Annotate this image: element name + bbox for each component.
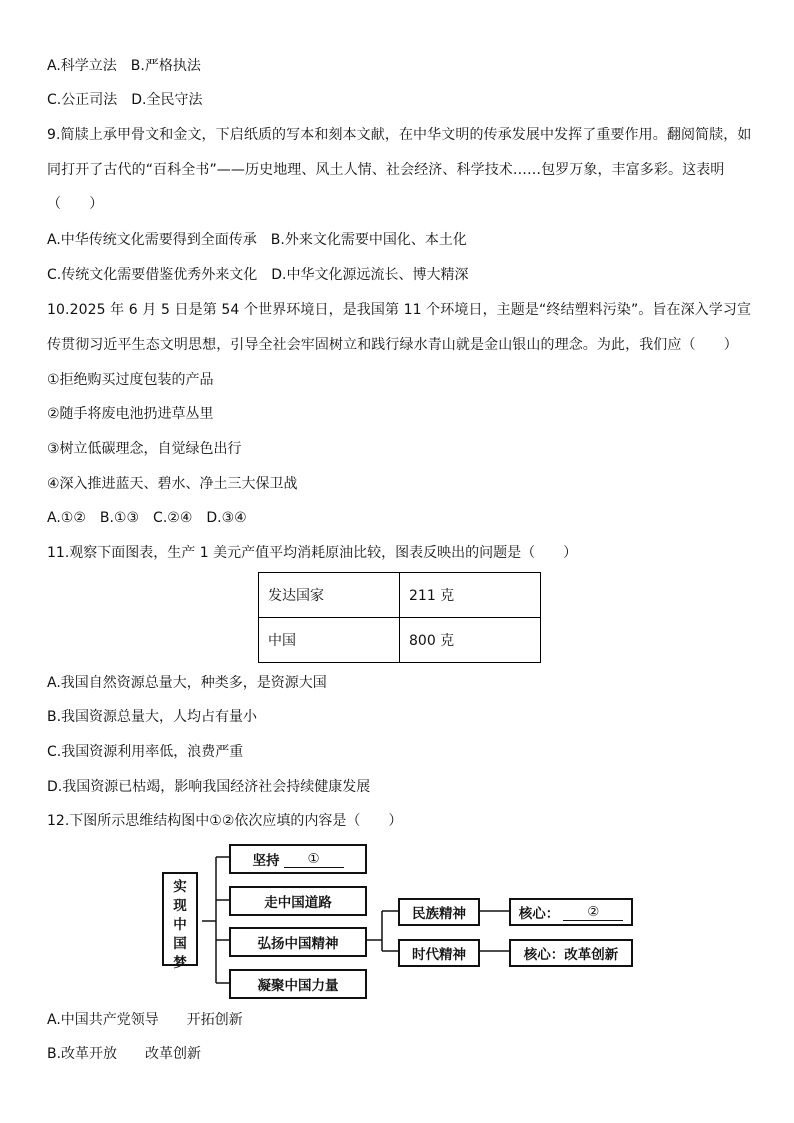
q9-option-cd: C.传统文化需要借鉴优秀外来文化 D.中华文化源远流长、博大精深 [47, 267, 469, 283]
q8-option-cd: C.公正司法 D.全民守法 [47, 92, 203, 108]
q11-oil-table [258, 572, 541, 663]
q12-option-a: A.中国共产党领导 开拓创新 [47, 1012, 243, 1028]
node-era-spirit-label: 时代精神 [412, 947, 466, 963]
node-national-spirit [398, 898, 480, 926]
branch-uphold [229, 844, 367, 874]
node-era-spirit [398, 939, 480, 967]
blank-2: ② [563, 904, 623, 921]
branch-chinese-spirit-label: 弘扬中国精神 [257, 936, 339, 952]
node-national-spirit-label: 民族精神 [412, 906, 466, 922]
node-core-prefix: 核心： [518, 906, 560, 922]
q10-stem: 10.2025 年 6 月 5 日是第 54 个世界环境日，是我国第 11 个环境日，主题是“终结塑料污染”。旨在深入学习宣传贯彻习近平生态文明思想，引导全社会牢固树立和践行绿水青山就是金山银山的理念。为此，我们应（ ） [47, 302, 752, 353]
table-cell: 中国 [259, 618, 400, 663]
q12-stem: 12.下图所示思维结构图中①②依次应填的内容是（ ） [47, 813, 403, 829]
q10-item-2: ②随手将废电池扔进草丛里 [47, 406, 214, 422]
table-cell: 800 克 [400, 618, 541, 663]
node-core-blank [509, 898, 633, 926]
q10-item-3: ③树立低碳理念，自觉绿色出行 [47, 441, 242, 457]
q9-stem: 9.简牍上承甲骨文和金文，下启纸质的写本和刻本文献，在中华文明的传承发展中发挥了重要作用。翻阅简牍，如同打开了古代的“百科全书”——历史地理、风土人情、社会经济、科学技术……包罗万象，丰富多彩。这表明（ ） [47, 127, 752, 212]
table-row [259, 618, 541, 663]
table-row [259, 573, 541, 618]
q10-options: A.①② B.①③ C.②④ D.③④ [47, 510, 247, 526]
blank-1: ① [284, 851, 344, 868]
node-core-reform-label: 核心：改革创新 [523, 947, 619, 963]
branch-chinese-strength-label: 凝聚中国力量 [257, 978, 339, 994]
q11-option-d: D.我国资源已枯竭，影响我国经济社会持续健康发展 [47, 779, 371, 795]
q9-option-ab: A.中华传统文化需要得到全面传承 B.外来文化需要中国化、本土化 [47, 232, 467, 248]
branch-chinese-spirit [229, 927, 367, 957]
table-cell: 发达国家 [259, 573, 400, 618]
mind-map-root [162, 872, 198, 971]
q11-stem: 11.观察下面图表，生产 1 美元产值平均消耗原油比较，图表反映出的问题是（ ） [47, 545, 578, 561]
branch-chinese-strength [229, 969, 367, 999]
branch-uphold-label: 坚持 [252, 853, 280, 869]
mind-map-root-label: 实现中国梦 [173, 879, 187, 971]
branch-chinese-path [229, 886, 367, 916]
q11-option-c: C.我国资源利用率低，浪费严重 [47, 744, 244, 760]
q8-option-ab: A.科学立法 B.严格执法 [47, 58, 201, 74]
node-core-reform [509, 939, 633, 967]
q10-item-4: ④深入推进蓝天、碧水、净土三大保卫战 [47, 476, 298, 492]
q12-mind-map [160, 843, 640, 1003]
q11-option-a: A.我国自然资源总量大，种类多，是资源大国 [47, 675, 327, 691]
q11-option-b: B.我国资源总量大，人均占有量小 [47, 709, 258, 725]
q12-option-b: B.改革开放 改革创新 [47, 1046, 202, 1062]
table-cell: 211 克 [400, 573, 541, 618]
q10-item-1: ①拒绝购买过度包装的产品 [47, 372, 214, 388]
branch-chinese-path-label: 走中国道路 [264, 895, 332, 911]
